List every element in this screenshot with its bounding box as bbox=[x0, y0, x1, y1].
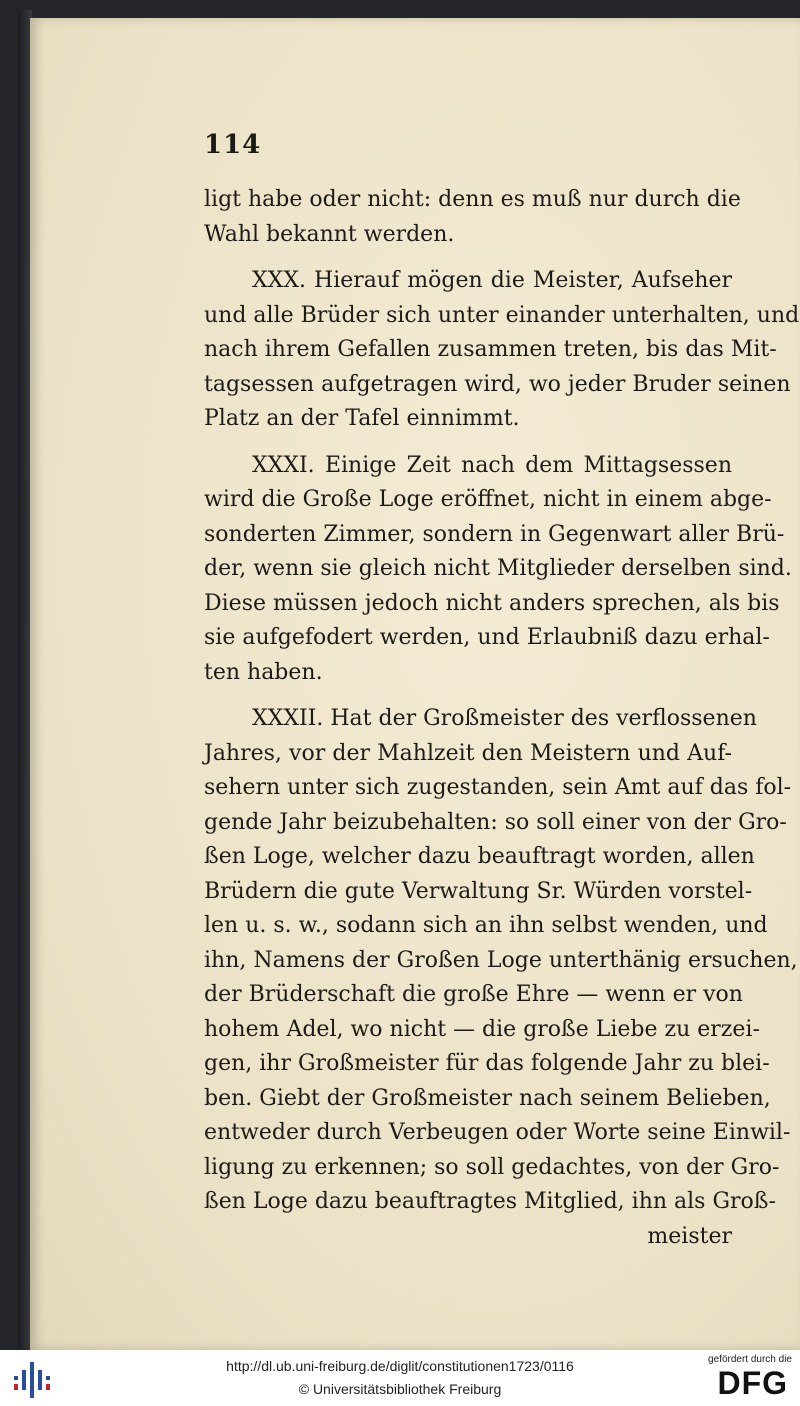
text-line: ligung zu erkennen; so soll gedachtes, von der Gro- bbox=[204, 1154, 780, 1180]
text-line: Wahl bekannt werden. bbox=[204, 221, 455, 247]
section-heading-line: XXXII. Hat der Großmeister des verflossenen bbox=[252, 706, 757, 731]
dfg-logo[interactable]: DFG bbox=[717, 1365, 788, 1401]
text-line: ßen Loge, welcher dazu beauftragt worden, allen bbox=[204, 844, 755, 869]
text-line: sehern unter sich zugestanden, sein Amt auf das fol- bbox=[204, 775, 792, 800]
text-line: ßen Loge dazu beauftragtes Mitglied, ihn als Groß- bbox=[204, 1189, 776, 1214]
text-line: gende Jahr beizubehalten: so soll einer von der Gro- bbox=[204, 809, 787, 835]
text-line: sie aufgefodert werden, und Erlaubniß dazu erhal- bbox=[204, 625, 770, 650]
text-line: len u. s. w., sodann sich an ihn selbst wenden, und bbox=[204, 913, 768, 938]
text-line: ihn, Namens der Großen Loge unterthänig ersuchen, bbox=[204, 947, 798, 973]
text-line: nach ihrem Gefallen zusammen treten, bis das Mit- bbox=[204, 337, 777, 362]
text-line: ligt habe oder nicht: denn es muß nur durch die bbox=[204, 187, 741, 212]
text-line: entweder durch Verbeugen oder Worte seine Einwil- bbox=[204, 1120, 791, 1145]
page-text bbox=[204, 183, 800, 1254]
section-heading-line: XXX. Hierauf mögen die Meister, Aufseher bbox=[252, 268, 732, 293]
viewer-footer bbox=[0, 1350, 800, 1406]
text-line: gen, ihr Großmeister für das folgende Jahr zu blei- bbox=[204, 1051, 770, 1076]
text-line: der, wenn sie gleich nicht Mitglieder derselben sind. bbox=[204, 556, 792, 581]
text-line: wird die Große Loge eröffnet, nicht in einem abge- bbox=[204, 487, 772, 512]
text-line: tagsessen aufgetragen wird, wo jeder Bruder seinen bbox=[204, 371, 791, 397]
text-line: Platz an der Tafel einnimmt. bbox=[204, 406, 520, 431]
section-heading-line: XXXI. Einige Zeit nach dem Mittagsessen bbox=[252, 452, 732, 478]
text-line: und alle Brüder sich unter einander unterhalten, und bbox=[204, 302, 800, 328]
copyright-notice: © Universitätsbibliothek Freiburg bbox=[298, 1381, 502, 1397]
page-number: 114 bbox=[204, 130, 262, 160]
funding-note: gefördert durch die bbox=[708, 1354, 792, 1365]
text-line: ten haben. bbox=[204, 659, 323, 685]
document-url-link[interactable]: http://dl.ub.uni-freiburg.de/diglit/constitutionen1723/0116 bbox=[226, 1358, 574, 1374]
text-line: Jahres, vor der Mahlzeit den Meistern und Auf- bbox=[204, 740, 732, 766]
text-line: Brüdern die gute Verwaltung Sr. Würden vorstel- bbox=[204, 878, 753, 904]
text-line: der Brüderschaft die große Ehre — wenn er von bbox=[204, 982, 743, 1007]
catchword: meister bbox=[647, 1223, 732, 1249]
text-line: ben. Giebt der Großmeister nach seinem Belieben, bbox=[204, 1085, 771, 1111]
text-line: Diese müssen jedoch nicht anders sprechen, als bis bbox=[204, 590, 780, 616]
text-line: sonderten Zimmer, sondern in Gegenwart aller Brü- bbox=[204, 521, 785, 547]
text-line: hohem Adel, wo nicht — die große Liebe zu erzei- bbox=[204, 1016, 760, 1042]
